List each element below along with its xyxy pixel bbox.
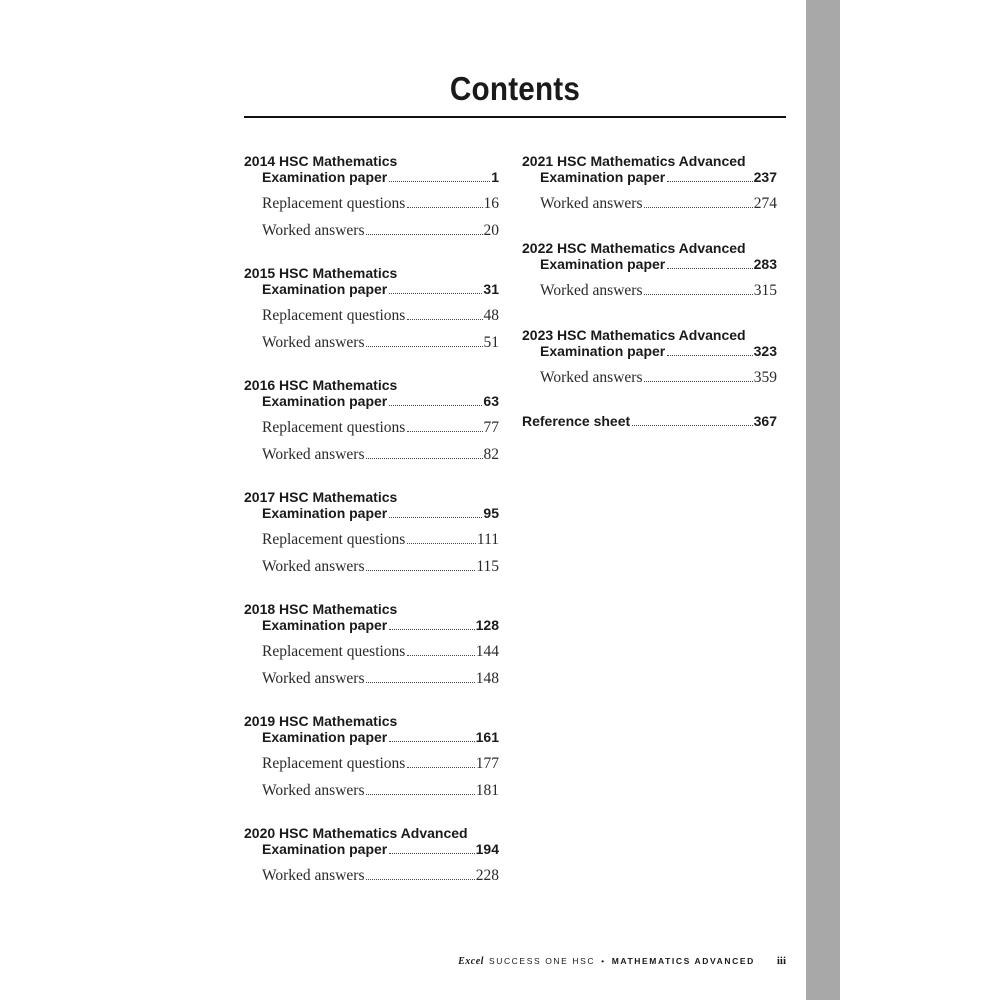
toc-section xyxy=(244,600,499,688)
leader-dots xyxy=(389,293,482,294)
toc-entry-page: 283 xyxy=(753,256,777,272)
toc-entry[interactable] xyxy=(540,282,777,300)
leader-dots xyxy=(366,794,474,795)
toc-entry[interactable] xyxy=(540,195,777,213)
toc-entry[interactable] xyxy=(262,867,499,885)
leader-dots xyxy=(389,741,474,742)
toc-entry[interactable] xyxy=(262,643,499,661)
leader-dots xyxy=(389,629,474,630)
toc-section-heading: 2015 HSC Mathematics xyxy=(244,265,398,281)
footer-series: SUCCESS ONE HSC xyxy=(488,956,596,966)
toc-entry-label: Replacement questions xyxy=(262,531,406,548)
toc-section-heading: 2023 HSC Mathematics Advanced xyxy=(522,327,746,343)
toc-entry-label: Replacement questions xyxy=(262,643,406,660)
toc-entry-page: 82 xyxy=(483,446,499,463)
toc-entry-reference-sheet[interactable] xyxy=(522,413,777,430)
toc-entry-label: Replacement questions xyxy=(262,419,406,436)
leader-dots xyxy=(407,767,474,768)
toc-entry-page: 51 xyxy=(483,334,499,351)
leader-dots xyxy=(389,853,474,854)
toc-entry-label: Examination paper xyxy=(262,393,388,409)
leader-dots xyxy=(366,346,482,347)
toc-entry[interactable] xyxy=(262,782,499,800)
toc-section-heading: 2019 HSC Mathematics xyxy=(244,713,398,729)
footer-subject: MATHEMATICS ADVANCED xyxy=(611,956,755,966)
page-edge-strip xyxy=(806,0,840,1000)
toc-entry-label: Worked answers xyxy=(262,867,365,884)
toc-entry-page: 95 xyxy=(483,505,499,521)
toc-entry-page: 274 xyxy=(753,195,777,212)
toc-entry[interactable] xyxy=(262,195,499,213)
toc-entry[interactable] xyxy=(262,419,499,437)
toc-entry-page: 359 xyxy=(753,369,777,386)
toc-entry-label: Examination paper xyxy=(540,256,666,272)
leader-dots xyxy=(632,425,752,426)
leader-dots xyxy=(644,207,752,208)
contents-right-column xyxy=(522,152,777,430)
toc-entry-page: 16 xyxy=(483,195,499,212)
toc-entry[interactable] xyxy=(540,369,777,387)
toc-entry-label: Examination paper xyxy=(262,505,388,521)
footer-brand: Excel xyxy=(458,956,484,967)
toc-section-heading: 2022 HSC Mathematics Advanced xyxy=(522,240,746,256)
toc-entry[interactable] xyxy=(262,617,499,634)
toc-entry-label: Worked answers xyxy=(540,282,643,299)
toc-entry[interactable] xyxy=(262,729,499,746)
toc-entry[interactable] xyxy=(540,256,777,273)
toc-entry-page: 115 xyxy=(476,558,499,575)
leader-dots xyxy=(407,655,474,656)
leader-dots xyxy=(389,405,482,406)
toc-section xyxy=(244,152,499,240)
toc-section xyxy=(244,712,499,800)
toc-entry-label: Worked answers xyxy=(262,670,365,687)
toc-entry[interactable] xyxy=(540,343,777,360)
toc-entry-page: 128 xyxy=(475,617,499,633)
toc-section xyxy=(522,326,777,387)
toc-entry-label: Examination paper xyxy=(262,729,388,745)
toc-entry-page: 148 xyxy=(475,670,499,687)
leader-dots xyxy=(389,517,482,518)
toc-section xyxy=(244,488,499,576)
toc-section xyxy=(522,152,777,213)
toc-entry[interactable] xyxy=(262,841,499,858)
page-footer xyxy=(444,955,786,967)
leader-dots xyxy=(407,543,476,544)
toc-section xyxy=(244,376,499,464)
toc-entry-page: 237 xyxy=(753,169,777,185)
toc-entry[interactable] xyxy=(262,446,499,464)
leader-dots xyxy=(366,570,475,571)
toc-entry[interactable] xyxy=(262,505,499,522)
toc-entry-label: Worked answers xyxy=(540,369,643,386)
toc-entry-page: 228 xyxy=(475,867,499,884)
leader-dots xyxy=(667,355,752,356)
leader-dots xyxy=(407,207,482,208)
toc-entry-page: 323 xyxy=(753,343,777,359)
toc-entry-label: Examination paper xyxy=(262,169,388,185)
toc-entry-label: Worked answers xyxy=(262,558,365,575)
toc-entry[interactable] xyxy=(262,334,499,352)
toc-entry-label: Worked answers xyxy=(262,446,365,463)
toc-entry-label: Reference sheet xyxy=(522,413,631,429)
toc-entry-page: 20 xyxy=(483,222,499,239)
toc-entry[interactable] xyxy=(262,558,499,576)
toc-entry-page: 315 xyxy=(753,282,777,299)
toc-entry-page: 181 xyxy=(475,782,499,799)
leader-dots xyxy=(407,431,482,432)
contents-left-column xyxy=(244,152,499,909)
toc-entry[interactable] xyxy=(262,670,499,688)
toc-entry-label: Examination paper xyxy=(262,841,388,857)
toc-entry-page: 177 xyxy=(475,755,499,772)
toc-entry-label: Worked answers xyxy=(262,334,365,351)
toc-section-heading: 2017 HSC Mathematics xyxy=(244,489,398,505)
toc-entry-page: 77 xyxy=(483,419,499,436)
toc-entry[interactable] xyxy=(262,281,499,298)
toc-entry-page: 144 xyxy=(475,643,499,660)
toc-section-heading: 2018 HSC Mathematics xyxy=(244,601,398,617)
toc-entry-page: 111 xyxy=(476,531,499,548)
toc-entry-label: Worked answers xyxy=(262,222,365,239)
toc-entry-label: Replacement questions xyxy=(262,755,406,772)
toc-entry[interactable] xyxy=(262,393,499,410)
toc-entry-page: 161 xyxy=(475,729,499,745)
toc-entry-label: Worked answers xyxy=(262,782,365,799)
toc-entry-page: 48 xyxy=(483,307,499,324)
toc-section-heading: 2014 HSC Mathematics xyxy=(244,153,398,169)
leader-dots xyxy=(407,319,482,320)
toc-entry[interactable] xyxy=(540,169,777,186)
toc-entry[interactable] xyxy=(262,755,499,773)
toc-section-heading: 2016 HSC Mathematics xyxy=(244,377,398,393)
toc-entry[interactable] xyxy=(262,169,499,186)
toc-entry-label: Examination paper xyxy=(540,343,666,359)
toc-section xyxy=(522,239,777,300)
toc-section xyxy=(244,264,499,352)
title-rule xyxy=(244,116,786,118)
leader-dots xyxy=(366,234,482,235)
footer-separator: • xyxy=(601,956,606,966)
leader-dots xyxy=(389,181,490,182)
toc-entry-page: 1 xyxy=(491,169,499,185)
leader-dots xyxy=(667,181,752,182)
leader-dots xyxy=(667,268,752,269)
toc-entry-page: 63 xyxy=(483,393,499,409)
toc-entry[interactable] xyxy=(262,531,499,549)
toc-entry-label: Examination paper xyxy=(540,169,666,185)
toc-entry-page: 31 xyxy=(483,281,499,297)
toc-entry-page: 194 xyxy=(475,841,499,857)
leader-dots xyxy=(366,458,482,459)
toc-entry-page: 367 xyxy=(753,413,777,429)
leader-dots xyxy=(366,879,474,880)
toc-entry-label: Replacement questions xyxy=(262,195,406,212)
toc-section-heading: 2020 HSC Mathematics Advanced xyxy=(244,825,468,841)
toc-entry[interactable] xyxy=(262,307,499,325)
page-title: Contents xyxy=(449,70,581,107)
toc-entry-label: Examination paper xyxy=(262,281,388,297)
toc-entry-label: Worked answers xyxy=(540,195,643,212)
footer-page-number: iii xyxy=(776,955,786,967)
toc-entry[interactable] xyxy=(262,222,499,240)
leader-dots xyxy=(644,381,752,382)
leader-dots xyxy=(366,682,474,683)
toc-section xyxy=(244,824,499,885)
toc-entry-label: Replacement questions xyxy=(262,307,406,324)
toc-entry-label: Examination paper xyxy=(262,617,388,633)
leader-dots xyxy=(644,294,752,295)
toc-section-heading: 2021 HSC Mathematics Advanced xyxy=(522,153,746,169)
